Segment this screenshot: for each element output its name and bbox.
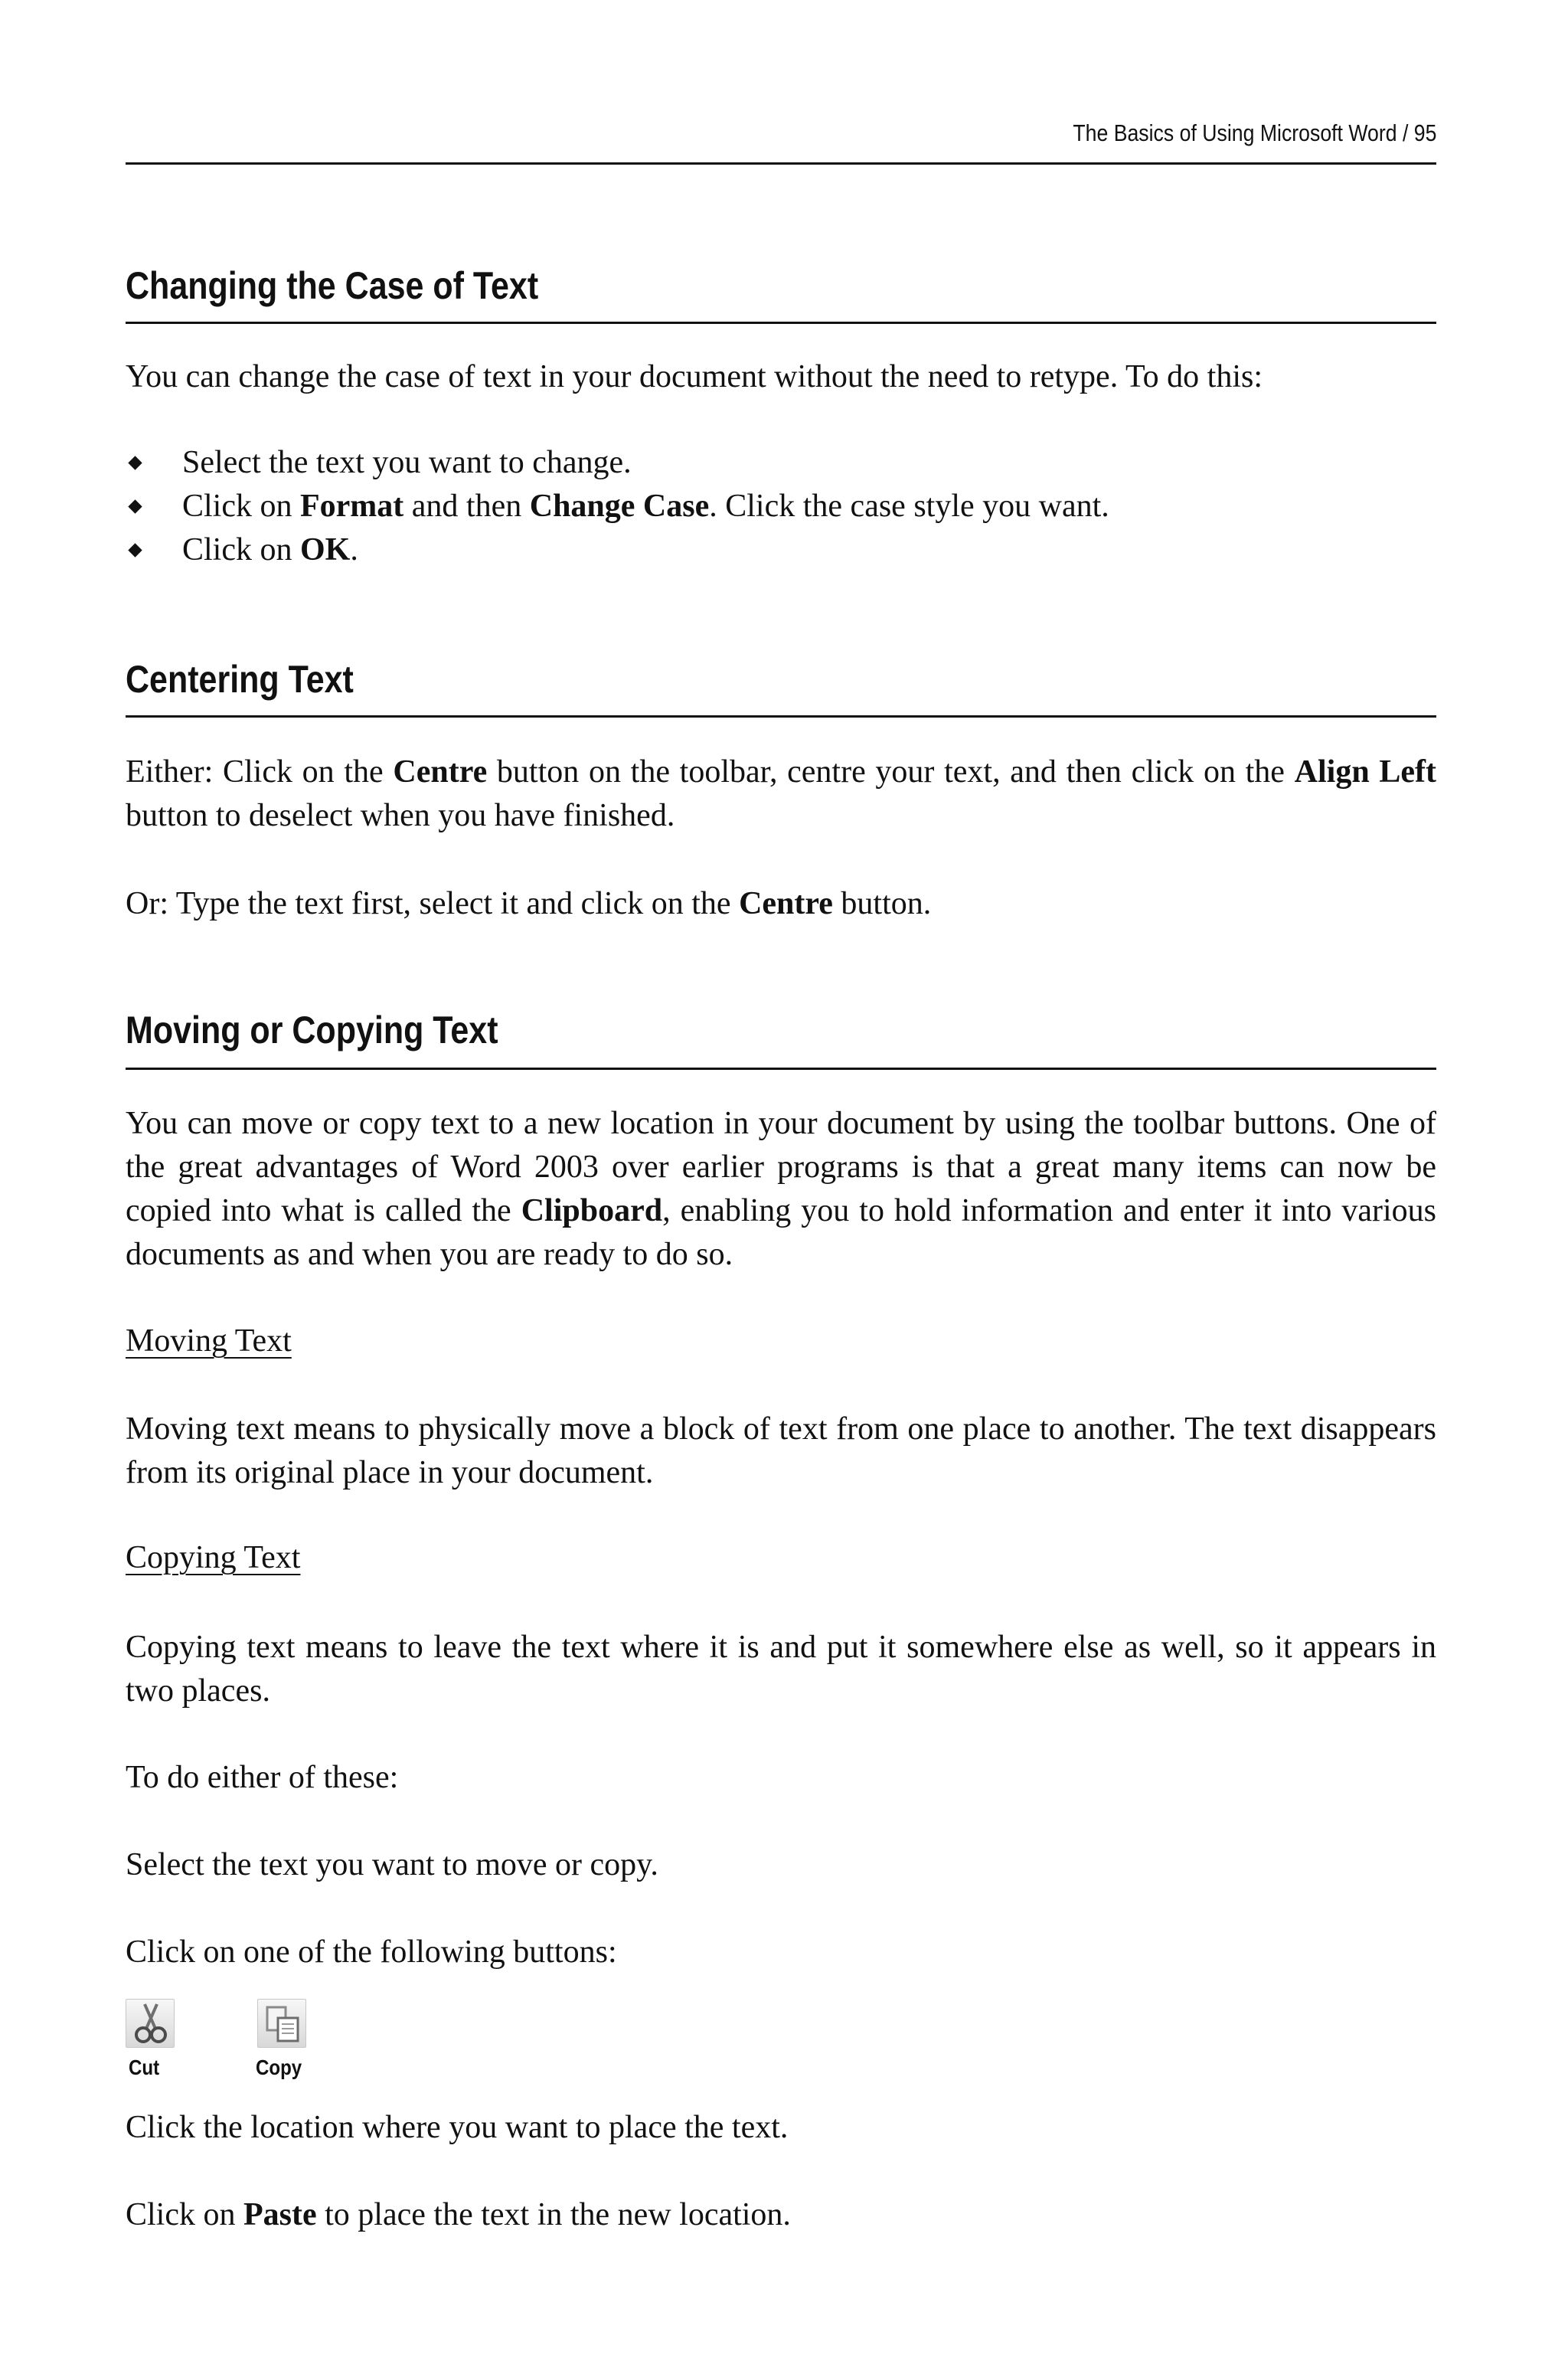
- step-paste: Click on Paste to place the text in the new location.: [126, 2197, 791, 2232]
- copy-icon: [257, 1999, 306, 2048]
- bullet-text: Click on Format and then Change Case. Click the case style you want.: [182, 489, 1109, 524]
- bullet-item: [126, 441, 1109, 485]
- bullet-diamond-icon: [128, 499, 142, 513]
- book-page: [126, 0, 1436, 2371]
- moving-text-paragraph: Moving text means to physically move a block of text from one place to another. The text disappears from its original place in your document.: [126, 1411, 1436, 1490]
- bullet-diamond-icon: [128, 543, 142, 557]
- copy-button[interactable]: [256, 1999, 306, 2079]
- bullet-text: Click on OK.: [182, 532, 358, 567]
- changing-case-steps: [126, 441, 1109, 572]
- bold-term: Format: [300, 489, 404, 524]
- section-title-centering: Centering Text: [126, 658, 354, 701]
- bullet-item: [126, 528, 1109, 572]
- section-rule: [126, 322, 1436, 324]
- copying-text-paragraph: Copying text means to leave the text where it is and put it somewhere else as well, so it appears in two places.: [126, 1630, 1436, 1709]
- copy-label: Copy: [256, 2055, 302, 2079]
- bold-term: Paste: [243, 2197, 317, 2232]
- scissors-icon: [126, 1999, 175, 2048]
- header-rule: [126, 162, 1436, 165]
- step-click-buttons: Click on one of the following buttons:: [126, 1934, 617, 1970]
- bold-term: Centre: [739, 886, 833, 921]
- bold-term: Centre: [393, 754, 488, 790]
- bold-term: Clipboard: [521, 1193, 663, 1228]
- cut-label: Cut: [129, 2055, 160, 2079]
- section-rule: [126, 1068, 1436, 1070]
- moving-copying-intro: You can move or copy text to a new location in your document by using the toolbar buttons. One of the great advantages of Word 2003 over earlier programs is that a great many items can now be copied into what is called the Clipboard, enabling you to hold information and enter it into various documents as and when you are ready to do so.: [126, 1106, 1436, 1272]
- bold-term: Change Case: [529, 489, 710, 524]
- centering-either-paragraph: Either: Click on the Centre button on the toolbar, centre your text, and then click on the Align Left button to deselect when you have finished.: [126, 754, 1437, 833]
- bullet-item: [126, 485, 1109, 528]
- bold-term: OK: [300, 532, 351, 567]
- running-head: The Basics of Using Microsoft Word / 95: [1072, 119, 1436, 146]
- step-click-location: Click the location where you want to place the text.: [126, 2110, 789, 2145]
- section-rule: [126, 715, 1436, 718]
- bullet-diamond-icon: [128, 456, 142, 469]
- bullet-text: Select the text you want to change.: [182, 445, 632, 480]
- changing-case-intro: You can change the case of text in your document without the need to retype. To do this:: [126, 359, 1263, 394]
- subhead-copying-text: Copying Text: [126, 1540, 301, 1575]
- section-title-moving-copying: Moving or Copying Text: [126, 1009, 498, 1051]
- bold-term: Align Left: [1294, 754, 1437, 790]
- step-either: To do either of these:: [126, 1760, 399, 1795]
- cut-button[interactable]: [126, 1999, 175, 2079]
- subhead-moving-text: Moving Text: [126, 1323, 292, 1359]
- centering-or-paragraph: Or: Type the text first, select it and click on the Centre button.: [126, 886, 932, 921]
- section-title-changing-case: Changing the Case of Text: [126, 264, 539, 307]
- step-select: Select the text you want to move or copy.: [126, 1847, 658, 1882]
